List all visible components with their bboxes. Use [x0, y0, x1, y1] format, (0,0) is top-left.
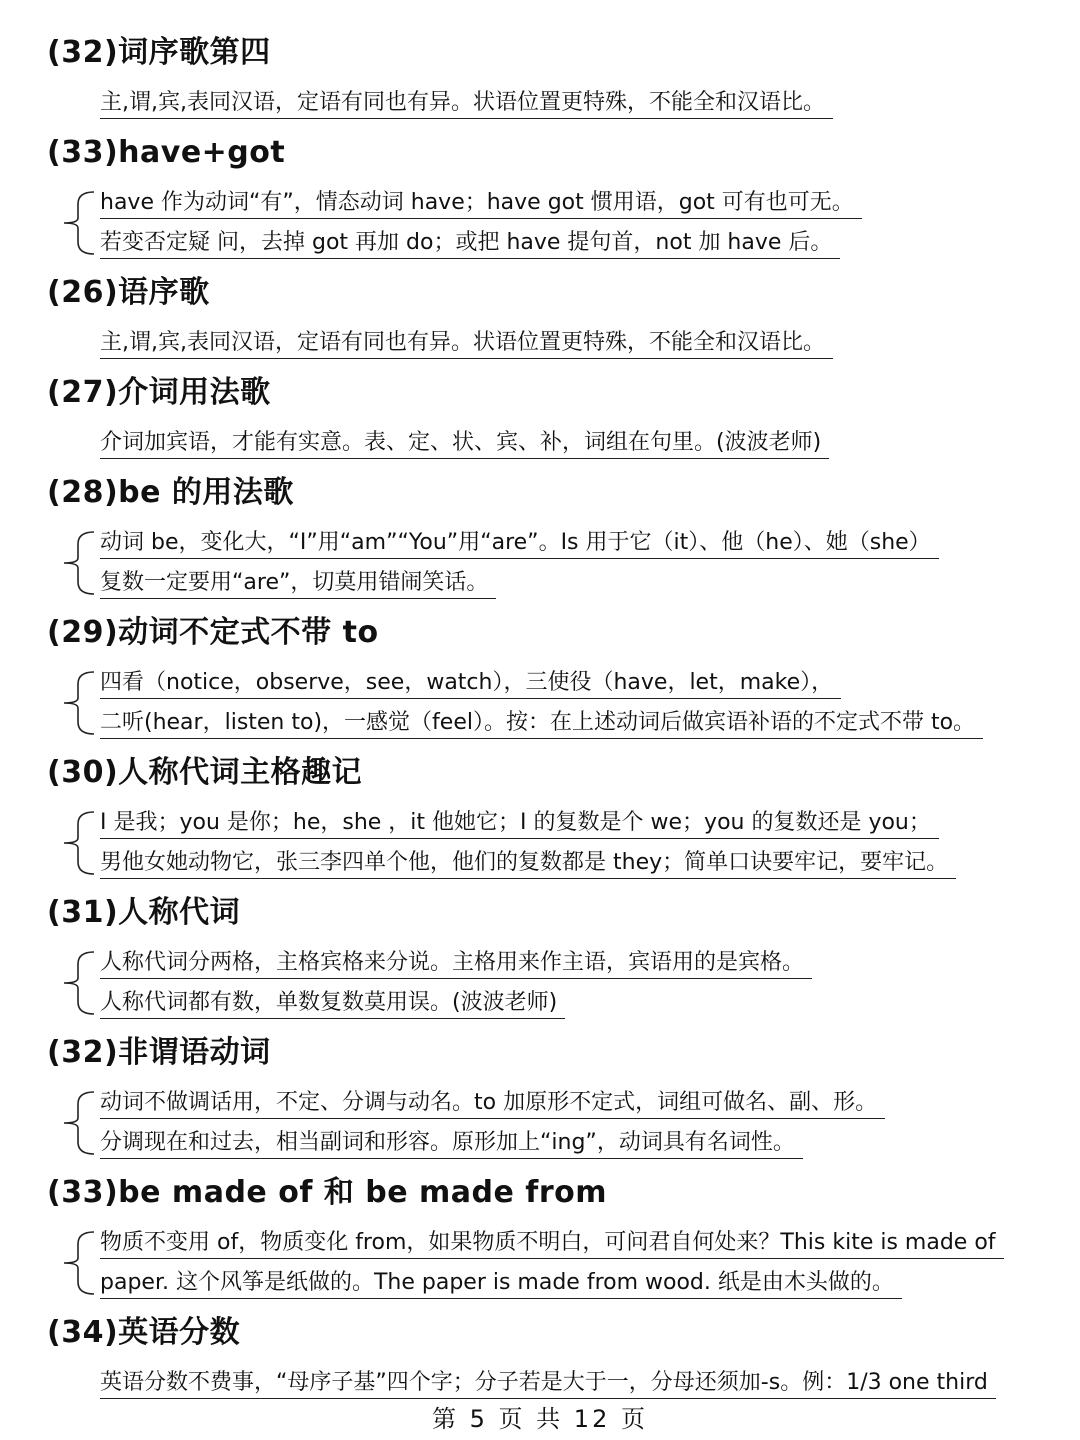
left-brace-icon: [60, 188, 96, 258]
left-brace-icon: [60, 1088, 96, 1158]
section-heading: (34)英语分数: [47, 1315, 241, 1350]
left-brace-icon: [60, 668, 96, 738]
section-heading: (32)非谓语动词: [47, 1035, 271, 1070]
left-brace-icon: [60, 808, 96, 878]
section-line: 分调现在和过去，相当副词和形容。原形加上“ing”，动词具有名词性。: [100, 1128, 803, 1159]
section-line: have 作为动词“有”，情态动词 have；have got 惯用语，got 可有也可无。: [100, 188, 862, 219]
left-brace-icon: [60, 528, 96, 598]
left-brace-icon: [60, 948, 96, 1018]
section-line: 人称代词分两格，主格宾格来分说。主格用来作主语，宾语用的是宾格。: [100, 948, 812, 979]
left-brace-icon: [60, 1228, 96, 1298]
section-line: I 是我；you 是你；he，she ，it 他她它；I 的复数是个 we；you 的复数还是 you；: [100, 808, 939, 839]
section-line: 男他女她动物它，张三李四单个他，他们的复数都是 they；简单口诀要牢记，要牢记。: [100, 848, 956, 879]
section-heading: (32)词序歌第四: [47, 35, 271, 70]
section-line: 二听(hear，listen to)，一感觉（feel）。按：在上述动词后做宾语补语的不定式不带 to。: [100, 708, 983, 739]
section-line: 主,谓,宾,表同汉语，定语有同也有异。状语位置更特殊，不能全和汉语比。: [100, 88, 833, 119]
page-number: 第 5 页 共 12 页: [432, 1405, 648, 1433]
section-line: 介词加宾语，才能有实意。表、定、状、宾、补，词组在句里。(波波老师): [100, 428, 829, 459]
section-line: 复数一定要用“are”，切莫用错闹笑话。: [100, 568, 496, 599]
section-line: 英语分数不费事，“母序子基”四个字；分子若是大于一，分母还须加-s。例：1/3 one third: [100, 1368, 996, 1399]
section-line: paper. 这个风筝是纸做的。The paper is made from wood. 纸是由木头做的。: [100, 1268, 902, 1299]
section-line: 若变否定疑 问，去掉 got 再加 do；或把 have 提句首，not 加 have 后。: [100, 228, 840, 259]
section-heading: (30)人称代词主格趣记: [47, 755, 363, 790]
section-heading: (33)have+got: [47, 135, 286, 170]
section-heading: (27)介词用法歌: [47, 375, 271, 410]
section-line: 四看（notice，observe，see，watch），三使役（have，let，make），: [100, 668, 841, 699]
section-line: 物质不变用 of，物质变化 from，如果物质不明白，可问君自何处来？This kite is made of: [100, 1228, 1004, 1259]
section-line: 动词不做调话用，不定、分调与动名。to 加原形不定式，词组可做名、副、形。: [100, 1088, 885, 1119]
section-heading: (31)人称代词: [47, 895, 241, 930]
section-line: 人称代词都有数，单数复数莫用误。(波波老师): [100, 988, 565, 1019]
section-line: 动词 be，变化大，“I”用“am”“You”用“are”。Is 用于它（it）、他（he）、她（she）: [100, 528, 939, 559]
section-line: 主,谓,宾,表同汉语，定语有同也有异。状语位置更特殊，不能全和汉语比。: [100, 328, 833, 359]
section-heading: (28)be 的用法歌: [47, 475, 294, 510]
section-heading: (29)动词不定式不带 to: [47, 615, 379, 650]
section-heading: (33)be made of 和 be made from: [47, 1175, 608, 1210]
section-heading: (26)语序歌: [47, 275, 210, 310]
